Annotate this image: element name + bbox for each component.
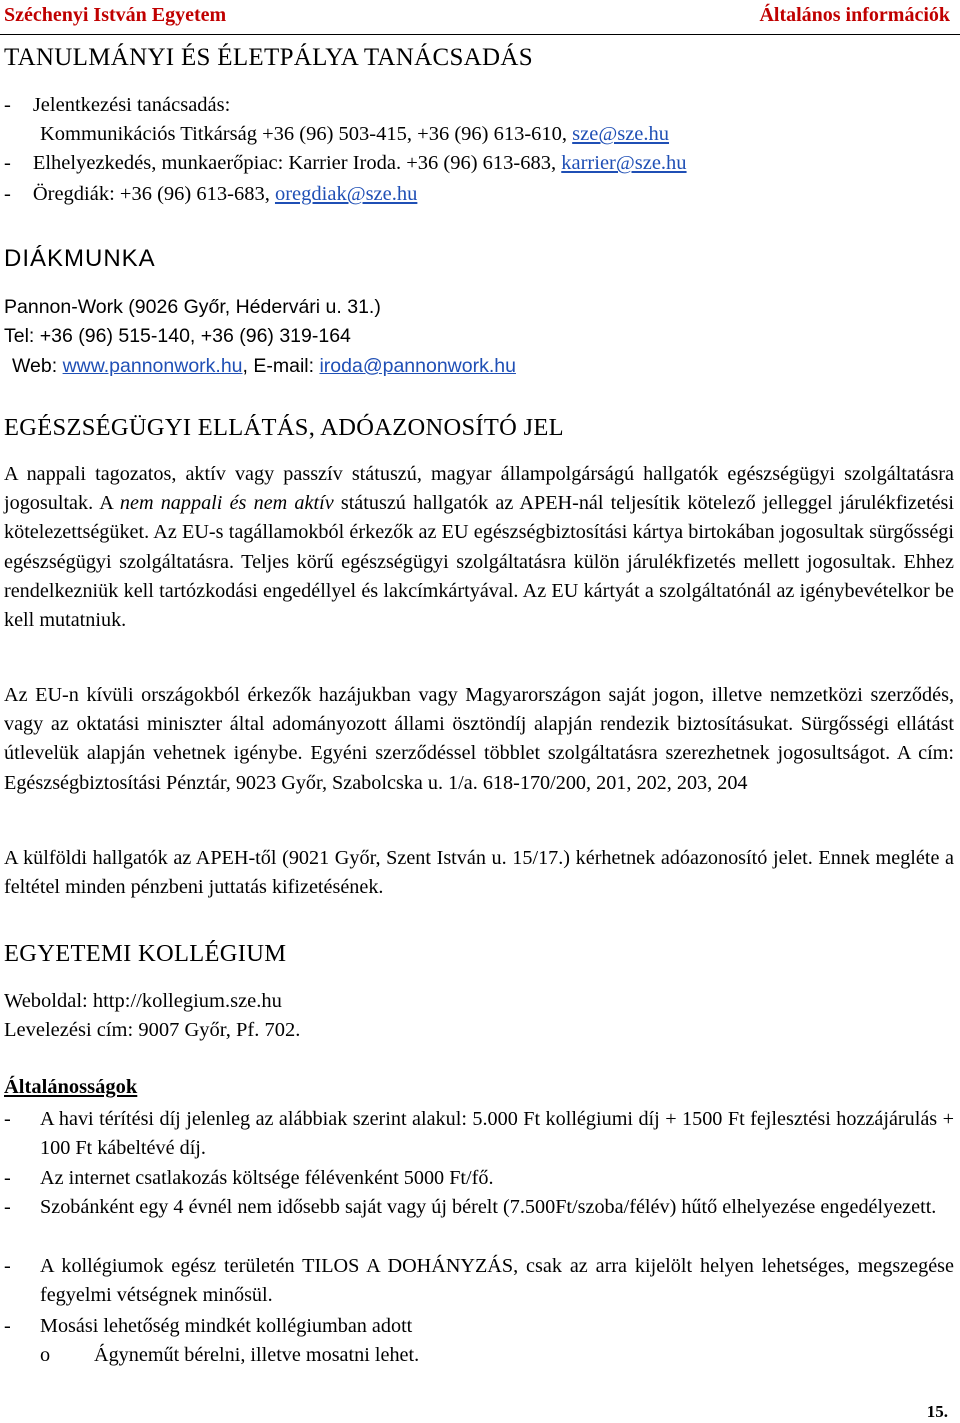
list-item: - Öregdiák: +36 (96) 613-683, oregdiak@sze.hu [4, 183, 418, 205]
header-section: Általános információk [759, 4, 950, 26]
paragraph-egeszseg-3: A külföldi hallgatók az APEH-től (9021 Győr, Szent István u. 15/17.) kérhetnek adóazonosító jelet. Ennek megléte a feltétel minden pénzbeni juttatás kifizetésének. [4, 847, 954, 899]
subsection-title: Általánosságok [4, 1076, 138, 1098]
list-item: Kommunikációs Titkárság +36 (96) 503-415, +36 (96) 613-610, sze@sze.hu [40, 123, 670, 145]
paragraph-egeszseg-1: A nappali tagozatos, aktív vagy passzív státuszú, magyar állampolgárságú hallgatók egészségügyi szolgáltatásra jogosultak. A nem nappali és nem aktív státuszú hallgatók az APEH-nál teljesítik kötelező jelleggel járulékfizetési kötelezettségüket. Az EU-s tagállamokból érkezők az EU egészségbiztosítási kártya birtokában jogosultak sürgősségi egészségügyi szolgáltatásra. Teljes körű egészségügyi szolgáltatásra külön járulékfizetés mellett jogosultak. Ehhez rendelkezniük kell tartózkodási engedéllyel és lakcímkártyával. Az EU kártyát a szolgáltatónál az igénybevételkor be kell mutatniuk. [4, 463, 954, 632]
list-item: - A kollégiumok egész területén TILOS A DOHÁNYZÁS, csak az arra kijelölt helyen lehetséges, megszegése fegyelmi vétségnek minősül. [4, 1255, 954, 1306]
diakmunka-contact: Web: www.pannonwork.hu, E-mail: iroda@pannonwork.hu [12, 355, 516, 377]
email-link-pannonwork[interactable]: iroda@pannonwork.hu [319, 355, 516, 377]
email-link-oregdiak[interactable]: oregdiak@sze.hu [274, 183, 418, 205]
list-item: - Mosási lehetőség mindkét kollégiumban adott [4, 1315, 413, 1337]
section-title-egeszseg: EGÉSZSÉGÜGYI ELLÁTÁS, ADÓAZONOSÍTÓ JEL [4, 414, 564, 441]
email-link-karrier[interactable]: karrier@sze.hu [561, 152, 687, 174]
section-title-tanacsadas: TANULMÁNYI ÉS ÉLETPÁLYA TANÁCSADÁS [4, 44, 533, 71]
page-number: 15. [926, 1402, 948, 1421]
page-header [0, 0, 960, 35]
diakmunka-address: Pannon-Work (9026 Győr, Hédervári u. 31.) [4, 296, 381, 318]
list-item: - Elhelyezkedés, munkaerőpiac: Karrier Iroda. +36 (96) 613-683, karrier@sze.hu [4, 152, 687, 174]
list-item: - Szobánként egy 4 évnél nem idősebb saját vagy új bérelt (7.500Ft/szoba/félév) hűtő elhelyezése engedélyezett. [4, 1196, 937, 1218]
paragraph-egeszseg-2: Az EU-n kívüli országokból érkezők hazájukban vagy Magyarországon saját jogon, illetve nemzetközi szerződés, vagy az oktatási miniszter által adományozott állami ösztöndíj alapján rendezik biztosításukat. Sürgősségi ellátást útlevelük alapján vehetnek igénybe. Egyéni szerződéssel többlet szolgáltatásra szerezhetnek jogosultságot. A cím: Egészségbiztosítási Pénztár, 9023 Győr, Szabolcska u. 1/a. 618-170/200, 201, 202, 203, 204 [4, 684, 954, 794]
kollegium-web: Weboldal: http://kollegium.sze.hu [4, 990, 282, 1012]
section-title-kollegium: EGYETEMI KOLLÉGIUM [4, 940, 287, 967]
list-item: - Az internet csatlakozás költsége félévenként 5000 Ft/fő. [4, 1167, 494, 1189]
sub-list-item: o Ágyneműt bérelni, illetve mosatni lehet. [40, 1344, 420, 1366]
diakmunka-tel: Tel: +36 (96) 515-140, +36 (96) 319-164 [4, 325, 351, 347]
header-university: Széchenyi István Egyetem [4, 4, 227, 26]
list-item: - Jelentkezési tanácsadás: [4, 94, 231, 116]
section-title-diakmunka: DIÁKMUNKA [4, 245, 156, 272]
kollegium-address: Levelezési cím: 9007 Győr, Pf. 702. [4, 1019, 301, 1041]
list-item: - A havi térítési díj jelenleg az alábbiak szerint alakul: 5.000 Ft kollégiumi díj + 1500 Ft fejlesztési hozzájárulás + 100 Ft kábeltévé díj. [4, 1108, 954, 1159]
email-link-sze[interactable]: sze@sze.hu [572, 123, 670, 145]
web-link-pannonwork[interactable]: www.pannonwork.hu [62, 355, 243, 377]
